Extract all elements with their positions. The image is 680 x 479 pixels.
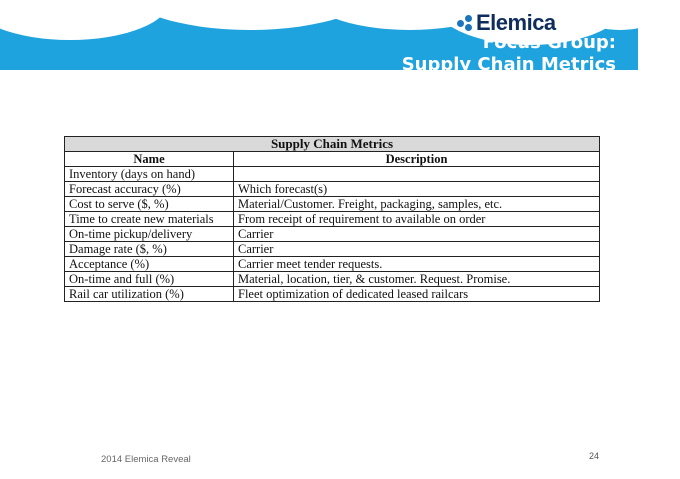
logo-text: Elemica [476, 10, 556, 35]
metric-description: Which forecast(s) [234, 182, 600, 197]
table-row [65, 257, 600, 272]
metric-name: On-time and full (%) [65, 272, 234, 287]
metric-name: Forecast accuracy (%) [65, 182, 234, 197]
slide-title [401, 30, 616, 75]
column-header-description: Description [234, 152, 600, 167]
table-header-row [65, 152, 600, 167]
table-row [65, 197, 600, 212]
table-row [65, 182, 600, 197]
metric-description: Carrier meet tender requests. [234, 257, 600, 272]
metric-description: Carrier [234, 227, 600, 242]
metric-name: Acceptance (%) [65, 257, 234, 272]
metric-name: Time to create new materials [65, 212, 234, 227]
column-header-name: Name [65, 152, 234, 167]
table-row [65, 167, 600, 182]
metric-name: Inventory (days on hand) [65, 167, 234, 182]
table-row [65, 227, 600, 242]
table-row [65, 287, 600, 302]
header-banner [0, 0, 638, 75]
metric-name: On-time pickup/delivery [65, 227, 234, 242]
page-number: 24 [589, 451, 600, 461]
table-row [65, 242, 600, 257]
metric-name: Rail car utilization (%) [65, 287, 234, 302]
metric-description: From receipt of requirement to available on order [234, 212, 600, 227]
table-row [65, 272, 600, 287]
metric-description: Fleet optimization of dedicated leased railcars [234, 287, 600, 302]
slide-title-line1: Focus Group: [482, 32, 616, 53]
metric-name: Damage rate ($, %) [65, 242, 234, 257]
metric-description [234, 167, 600, 182]
metric-name: Cost to serve ($, %) [65, 197, 234, 212]
footer-event-label: 2014 Elemica Reveal [101, 454, 191, 465]
metric-description: Carrier [234, 242, 600, 257]
table-caption: Supply Chain Metrics [65, 137, 600, 152]
slide-title-line2: Supply Chain Metrics [401, 54, 616, 75]
table-row [65, 212, 600, 227]
metric-description: Material/Customer. Freight, packaging, samples, etc. [234, 197, 600, 212]
metric-description: Material, location, tier, & customer. Request. Promise. [234, 272, 600, 287]
supply-chain-metrics-table [64, 136, 600, 302]
logo-dots-icon [457, 15, 473, 31]
table-caption-row [65, 137, 600, 152]
